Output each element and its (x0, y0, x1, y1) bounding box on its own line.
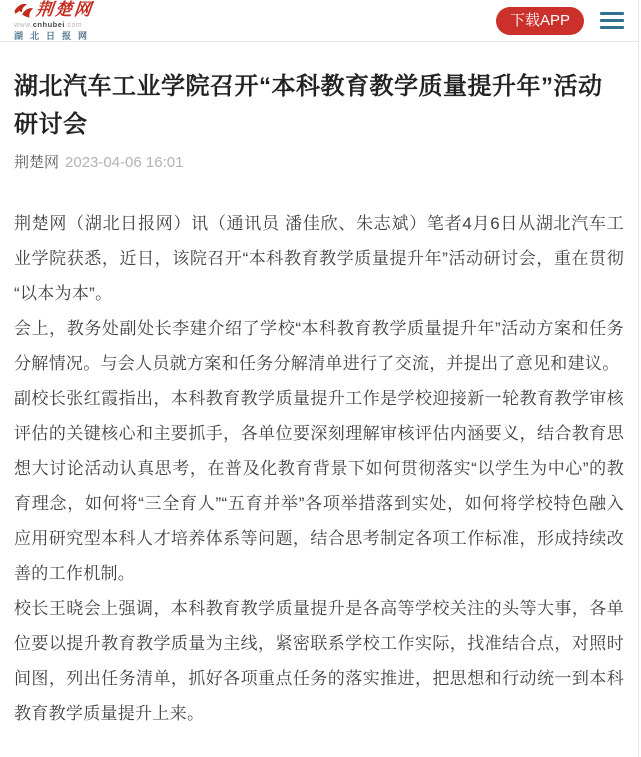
paragraph: 会上，教务处副处长李建介绍了学校“本科教育教学质量提升年”活动方案和任务分解情况。与会人员就方案和任务分解清单进行了交流，并提出了意见和建议。 (14, 319, 624, 373)
download-app-button[interactable]: 下载APP (496, 7, 584, 35)
logo-sub-brand: 湖北日报网 (14, 30, 95, 41)
byline-timestamp: 2023-04-06 16:01 (65, 154, 184, 171)
logo-bird-icon (14, 3, 34, 19)
paragraph: 校长王晓会上强调，本科教育教学质量提升是各高等学校关注的头等大事，各单位要以提升教育教学质量为主线，紧密联系学校工作实际，找准结合点，对照时间图，列出任务清单，抓好各项重点任务的落实推进，把思想和行动统一到本科教育教学质量提升上来。 (14, 599, 624, 723)
article (0, 68, 638, 731)
article-title: 湖北汽车工业学院召开“本科教育教学质量提升年”活动研讨会 (14, 73, 603, 138)
logo-url-www: www. (14, 21, 33, 29)
header-actions (496, 7, 624, 35)
logo-url (14, 21, 94, 29)
menu-icon[interactable] (600, 10, 624, 31)
logo-url-com: .com (65, 21, 83, 29)
site-header (0, 0, 638, 42)
paragraph: 荆楚网（湖北日报网）讯（通讯员 潘佳欣、朱志斌）笔者4月6日从湖北汽车工业学院获悉，近日，该院召开“本科教育教学质量提升年”活动研讨会，重在贯彻“以本为本”。 (14, 214, 624, 303)
logo-url-domain: cnhubei (32, 19, 65, 29)
menu-bar-line (600, 19, 624, 22)
menu-bar-line (600, 26, 624, 29)
header-logo-link[interactable] (14, 1, 94, 41)
article-byline (14, 153, 624, 173)
logo-top-row (14, 1, 94, 19)
logo-brand-name: 荆楚网 (35, 0, 95, 20)
paragraph: 副校长张红霞指出，本科教育教学质量提升工作是学校迎接新一轮教育教学审核评估的关键核心和主要抓手，各单位要深刻理解审核评估内涵要义，结合教育思想大讨论活动认真思考，在普及化教育背景下如何贯彻落实“以学生为中心”的教育理念，如何将“三全育人”“五育并举”各项举措落到实处，如何将学校特色融入应用研究型本科人才培养体系等问题，结合思考制定各项工作标准，形成持续改善的工作机制。 (14, 389, 624, 583)
menu-bar-line (600, 12, 624, 15)
article-content (14, 206, 624, 731)
byline-source: 荆楚网 (14, 154, 60, 171)
